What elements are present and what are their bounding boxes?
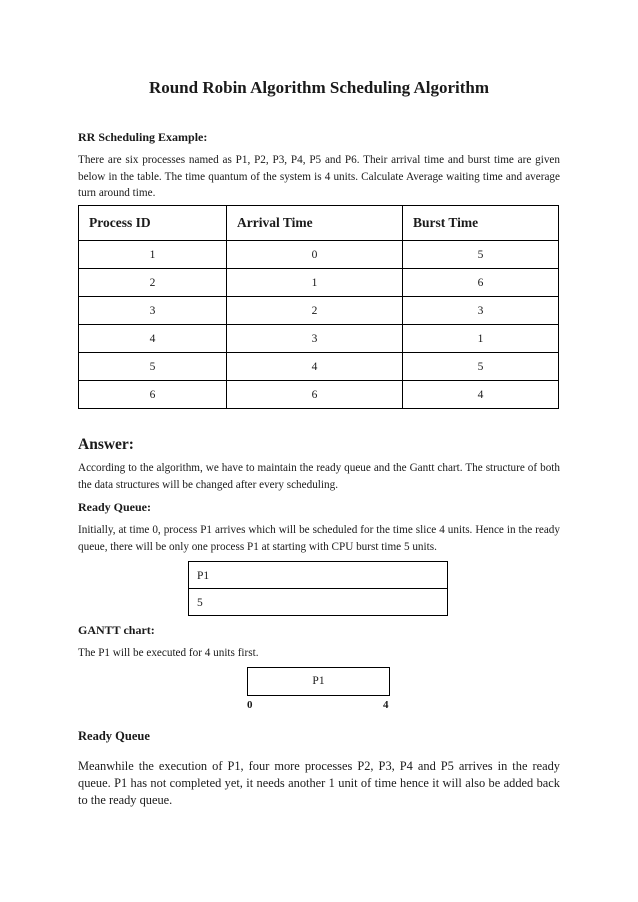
ready-queue-paragraph: Initially, at time 0, process P1 arrives which will be scheduled for the time slice 4 units. Hence in the ready queue, there will be only one process P1 at starting with CPU burst time 5 units. bbox=[78, 524, 560, 553]
cell-burst-time: 5 bbox=[403, 241, 559, 269]
cell-arrival-time: 0 bbox=[227, 241, 403, 269]
cell-process-id: 3 bbox=[79, 297, 227, 325]
cell-burst-time: 4 bbox=[403, 381, 559, 409]
column-header-arrival-time: Arrival Time bbox=[227, 206, 403, 241]
cell-arrival-time: 6 bbox=[227, 381, 403, 409]
cell-burst-time: 1 bbox=[403, 325, 559, 353]
gantt-end-time: 4 bbox=[383, 699, 389, 711]
ready-queue-burst-cell: 5 bbox=[188, 588, 448, 616]
table-row bbox=[79, 269, 559, 297]
cell-arrival-time: 3 bbox=[227, 325, 403, 353]
cell-process-id: 4 bbox=[79, 325, 227, 353]
cell-burst-time: 5 bbox=[403, 353, 559, 381]
gantt-heading: GANTT chart: bbox=[78, 623, 155, 637]
table-row bbox=[79, 353, 559, 381]
ready-queue-process-cell: P1 bbox=[188, 561, 448, 589]
page-title: Round Robin Algorithm Scheduling Algorithm bbox=[148, 78, 490, 97]
cell-process-id: 1 bbox=[79, 241, 227, 269]
table-row bbox=[79, 241, 559, 269]
table-header-row bbox=[79, 206, 559, 241]
cell-arrival-time: 2 bbox=[227, 297, 403, 325]
closing-paragraph: Meanwhile the execution of P1, four more processes P2, P3, P4 and P5 arrives in the ready queue. P1 has not completed yet, it needs another 1 unit of time hence it will also be added back to the ready queue. bbox=[78, 759, 560, 807]
cell-process-id: 6 bbox=[79, 381, 227, 409]
cell-process-id: 2 bbox=[79, 269, 227, 297]
gantt-block-p1: P1 bbox=[247, 667, 390, 696]
cell-burst-time: 6 bbox=[403, 269, 559, 297]
example-heading: RR Scheduling Example: bbox=[78, 130, 208, 144]
cell-burst-time: 3 bbox=[403, 297, 559, 325]
ready-queue-heading: Ready Queue: bbox=[78, 500, 151, 514]
table-row bbox=[79, 325, 559, 353]
cell-arrival-time: 4 bbox=[227, 353, 403, 381]
process-table bbox=[78, 205, 559, 409]
ready-queue-heading-2: Ready Queue bbox=[78, 729, 150, 743]
cell-arrival-time: 1 bbox=[227, 269, 403, 297]
table-row bbox=[79, 381, 559, 409]
intro-paragraph: There are six processes named as P1, P2, P3, P4, P5 and P6. Their arrival time and burst time are given below in the table. The time quantum of the system is 4 units. Calculate Average waiting time and average turn around time. bbox=[78, 154, 560, 199]
gantt-paragraph: The P1 will be executed for 4 units first. bbox=[78, 647, 259, 659]
cell-process-id: 5 bbox=[79, 353, 227, 381]
table-row bbox=[79, 297, 559, 325]
answer-paragraph: According to the algorithm, we have to maintain the ready queue and the Gantt chart. The structure of both the data structures will be changed after every scheduling. bbox=[78, 462, 560, 491]
column-header-process-id: Process ID bbox=[79, 206, 227, 241]
answer-heading: Answer: bbox=[78, 436, 134, 453]
column-header-burst-time: Burst Time bbox=[403, 206, 559, 241]
gantt-start-time: 0 bbox=[247, 699, 253, 711]
